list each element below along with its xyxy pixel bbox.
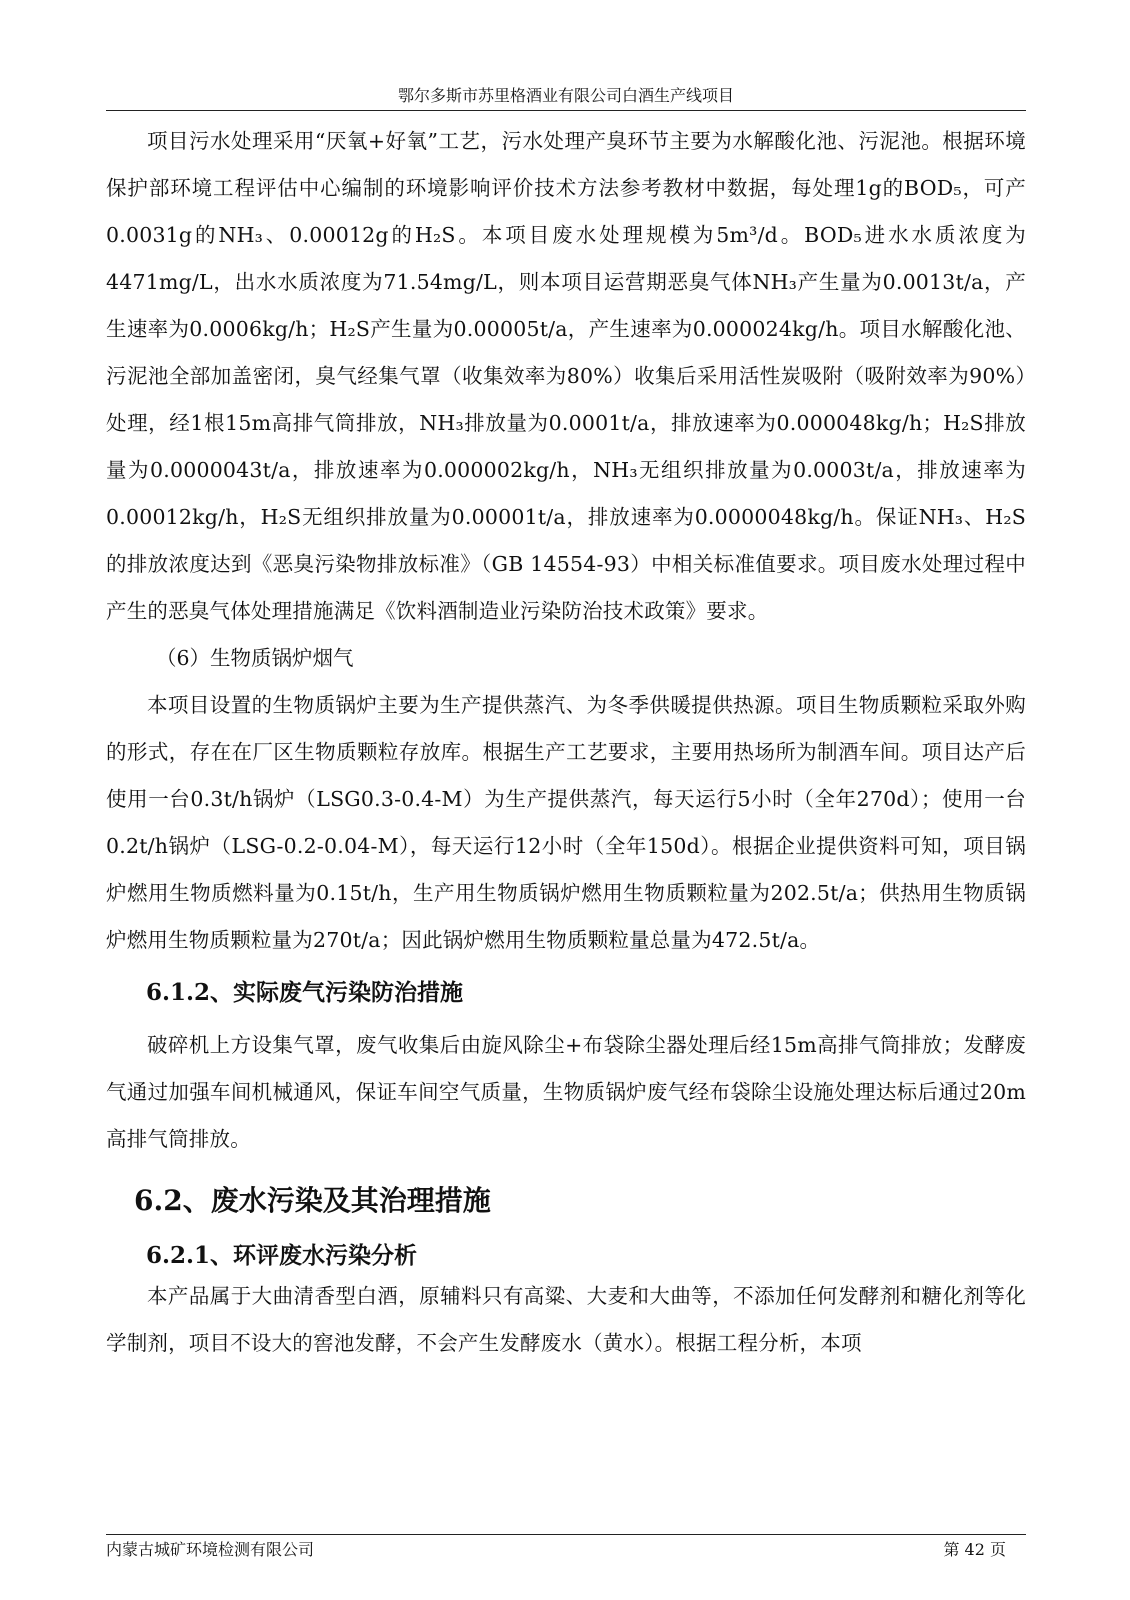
section-heading-6-2: 6.2、废水污染及其治理措施 [134, 1184, 491, 1217]
page-number: 第 42 页 [943, 1540, 1006, 1559]
paragraph-actual-measures: 破碎机上方设集气罩，废气收集后由旋风除尘+布袋除尘器处理后经15m高排气筒排放；发酵废气通过加强车间机械通风，保证车间空气质量，生物质锅炉废气经布袋除尘设施处理达标后通过20m高排气筒排放。 [106, 1033, 1026, 1151]
document-body [106, 118, 1026, 1367]
paragraph-wastewater-analysis: 本产品属于大曲清香型白酒，原辅料只有高粱、大麦和大曲等，不添加任何发酵剂和糖化剂等化学制剂，项目不设大的窖池发酵，不会产生发酵废水（黄水）。根据工程分析，本项 [106, 1284, 1026, 1355]
header-divider [106, 110, 1026, 111]
paragraph-wastewater-odor: 项目污水处理采用“厌氧+好氧”工艺，污水处理产臭环节主要为水解酸化池、污泥池。根据环境保护部环境工程评估中心编制的环境影响评价技术方法参考教材中数据，每处理1g的BOD₅，可产0.0031g的NH₃、0.00012g的H₂S。本项目废水处理规模为5m³/d。BOD₅进水水质浓度为4471mg/L，出水水质浓度为71.54mg/L，则本项目运营期恶臭气体NH₃产生量为0.0013t/a，产生速率为0.0006kg/h；H₂S产生量为0.00005t/a，产生速率为0.000024kg/h。项目水解酸化池、污泥池全部加盖密闭，臭气经集气罩（收集效率为80%）收集后采用活性炭吸附（吸附效率为90%）处理，经1根15m高排气筒排放，NH₃排放量为0.0001t/a，排放速率为0.000048kg/h；H₂S排放量为0.0000043t/a，排放速率为0.000002kg/h，NH₃无组织排放量为0.0003t/a，排放速率为0.00012kg/h，H₂S无组织排放量为0.00001t/a，排放速率为0.0000048kg/h。保证NH₃、H₂S的排放浓度达到《恶臭污染物排放标准》（GB 14554-93）中相关标准值要求。项目废水处理过程中产生的恶臭气体处理措施满足《饮料酒制造业污染防治技术政策》要求。 [106, 129, 1026, 623]
section-heading-6-1-2: 6.1.2、实际废气污染防治措施 [146, 979, 464, 1006]
subheading-biomass-boiler: （6）生物质锅炉烟气 [156, 646, 354, 670]
section-heading-6-2-1: 6.2.1、环评废水污染分析 [146, 1242, 418, 1269]
footer-company: 内蒙古城矿环境检测有限公司 [106, 1540, 315, 1559]
paragraph-biomass-boiler: 本项目设置的生物质锅炉主要为生产提供蒸汽、为冬季供暖提供热源。项目生物质颗粒采取外购的形式，存在在厂区生物质颗粒存放库。根据生产工艺要求，主要用热场所为制酒车间。项目达产后使用一台0.3t/h锅炉（LSG0.3-0.4-M）为生产提供蒸汽，每天运行5小时（全年270d）；使用一台0.2t/h锅炉（LSG-0.2-0.04-M），每天运行12小时（全年150d）。根据企业提供资料可知，项目锅炉燃用生物质燃料量为0.15t/h，生产用生物质锅炉燃用生物质颗粒量为202.5t/a；供热用生物质锅炉燃用生物质颗粒量为270t/a；因此锅炉燃用生物质颗粒量总量为472.5t/a。 [106, 693, 1026, 952]
page-header: 鄂尔多斯市苏里格酒业有限公司白酒生产线项目 [397, 86, 734, 105]
footer-divider [106, 1534, 1026, 1535]
